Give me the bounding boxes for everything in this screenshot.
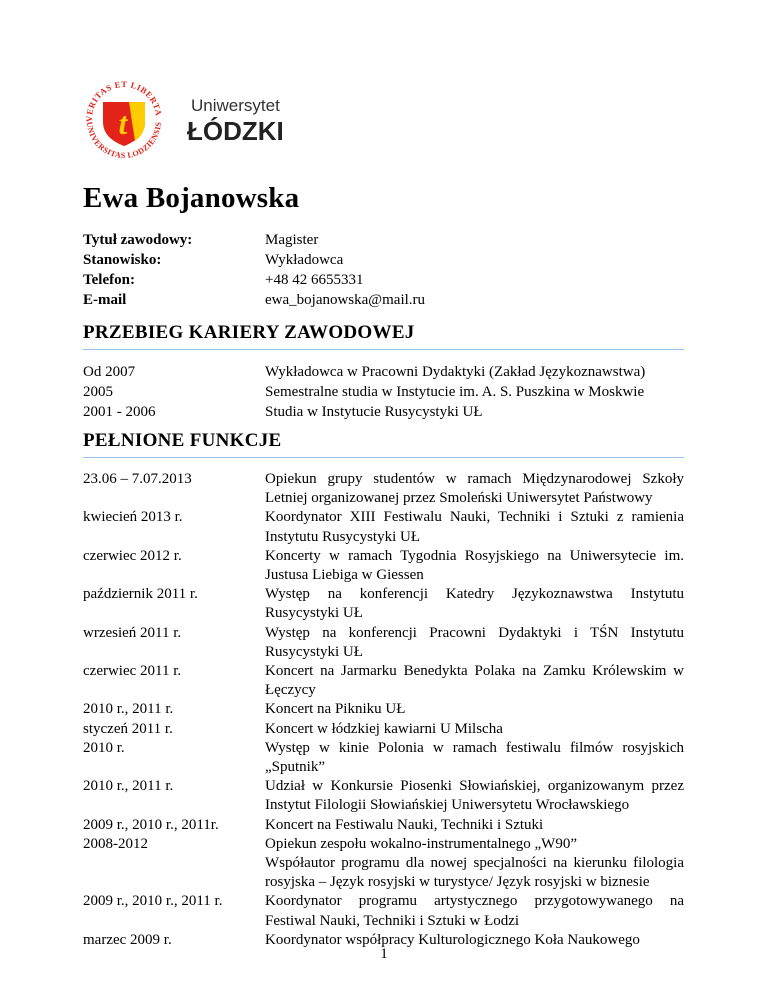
- info-value: +48 42 6655331: [265, 272, 364, 288]
- function-text: Koncert na Festiwalu Nauki, Techniki i Sztuki: [265, 816, 544, 833]
- function-text: Występ na konferencji Pracowni Dydaktyki i TŚN Instytutu Rusycystyki UŁ: [265, 624, 684, 660]
- function-row: [83, 470, 684, 508]
- function-text: Opiekun grupy studentów w ramach Międzynarodowej Szkoły Letniej organizowanej przez Smoleński Uniwersytet Państwowy: [265, 471, 684, 507]
- function-text: Koordynator XIII Festiwalu Nauki, Techniki i Sztuki z ramienia Instytutu Rusycystyki UŁ: [265, 509, 684, 545]
- function-date: 2009 r., 2010 r., 2011 r.: [83, 893, 223, 910]
- function-text: Koncert w łódzkiej kawiarni U Milscha: [265, 720, 503, 737]
- function-text: Koordynator współpracy Kulturologicznego Koła Naukowego: [265, 931, 640, 948]
- functions-heading: PEŁNIONE FUNKCJE: [83, 430, 282, 451]
- function-text: Koncert na Pikniku UŁ: [265, 701, 406, 718]
- function-date: wrzesień 2011 r.: [83, 624, 182, 641]
- career-text: Wykładowca w Pracowni Dydaktyki (Zakład Językoznawstwa): [265, 364, 646, 380]
- function-date: październik 2011 r.: [83, 586, 198, 603]
- function-date: 23.06 – 7.07.2013: [83, 471, 192, 487]
- logo-line-1: Uniwersytet: [191, 96, 280, 115]
- function-text: Występ w kinie Polonia w ramach festiwalu filmów rosyjskich „Sputnik”: [265, 739, 684, 776]
- section-divider: [83, 349, 684, 350]
- career-list: [83, 362, 645, 422]
- function-row: [83, 547, 684, 585]
- function-row: [83, 739, 684, 777]
- function-text: Współautor programu dla nowej specjalności na kierunku filologia rosyjska – Język rosyjski w turystyce/ Język rosyjski w biznesie: [265, 855, 684, 891]
- university-logo: [83, 78, 293, 160]
- info-label: Stanowisko:: [83, 252, 162, 268]
- function-row: [83, 700, 684, 719]
- person-name: Ewa Bojanowska: [83, 182, 300, 214]
- function-date: 2009 r., 2010 r., 2011r.: [83, 816, 219, 833]
- career-row: [83, 402, 645, 422]
- function-date: styczeń 2011 r.: [83, 720, 173, 737]
- function-text: Występ na konferencji Katedry Językoznawstwa Instytutu Rusycystyki UŁ: [265, 586, 684, 622]
- university-logo-graphic: [83, 78, 293, 160]
- logo-emblem-letter: t: [118, 105, 128, 141]
- info-label: Telefon:: [83, 272, 135, 288]
- logo-line-2: ŁÓDZKI: [187, 116, 284, 146]
- info-value: Magister: [265, 232, 319, 248]
- function-row: [83, 585, 684, 623]
- function-row: [83, 854, 684, 892]
- career-heading: PRZEBIEG KARIERY ZAWODOWEJ: [83, 322, 415, 343]
- career-row: [83, 362, 645, 382]
- info-label: E-mail: [83, 292, 127, 308]
- career-row: [83, 382, 645, 402]
- page-number: 1: [380, 946, 388, 962]
- function-date: czerwiec 2012 r.: [83, 547, 182, 564]
- function-text: Koordynator programu artystycznego przygotowywanego na Festiwal Nauki, Techniki i Sztuki w Łodzi: [265, 893, 684, 929]
- function-date: 2010 r., 2011 r.: [83, 778, 174, 795]
- function-date: marzec 2009 r.: [83, 931, 172, 948]
- function-row: [83, 892, 684, 930]
- function-text: Udział w Konkursie Piosenki Słowiańskiej, organizowanym przez Instytut Filologii Słowiańskiej Uniwersytetu Wrocławskiego: [265, 778, 684, 814]
- contact-info: [83, 230, 425, 310]
- email-value[interactable]: ewa_bojanowska@mail.ru: [265, 292, 426, 308]
- function-text: Koncert na Jarmarku Benedykta Polaka na Zamku Królewskim w Łęczycy: [265, 663, 684, 699]
- info-row-title: [83, 230, 425, 250]
- info-value: Wykładowca: [265, 252, 344, 268]
- function-row: [83, 816, 684, 835]
- career-date: 2001 - 2006: [83, 404, 156, 420]
- function-date: 2008-2012: [83, 835, 148, 852]
- function-row: [83, 720, 684, 739]
- function-row: [83, 508, 684, 546]
- functions-list: [83, 470, 684, 950]
- function-row: [83, 835, 684, 854]
- logo-ring-text-top: VERITAS ET LIBERTA: [83, 78, 164, 122]
- section-divider: [83, 457, 684, 458]
- info-row-phone: [83, 270, 425, 290]
- info-row-position: [83, 250, 425, 270]
- function-date: [83, 854, 265, 892]
- function-date: 2010 r.: [83, 739, 125, 756]
- logo-ring-text-bottom: UNIVERSITAS LODZIENSIS: [84, 121, 164, 160]
- function-text: Opiekun zespołu wokalno-instrumentalnego „W90”: [265, 835, 577, 852]
- function-row: [83, 777, 684, 815]
- info-label: Tytuł zawodowy:: [83, 232, 193, 248]
- function-row: [83, 624, 684, 662]
- career-text: Semestralne studia w Instytucie im. A. S. Puszkina w Moskwie: [265, 384, 645, 400]
- function-row: [83, 662, 684, 700]
- career-text: Studia w Instytucie Rusycystyki UŁ: [265, 404, 483, 420]
- function-date: 2010 r., 2011 r.: [83, 701, 174, 718]
- info-row-email: [83, 290, 425, 310]
- function-text: Koncerty w ramach Tygodnia Rosyjskiego na Uniwersytecie im. Justusa Liebiga w Giessen: [265, 547, 684, 584]
- function-date: czerwiec 2011 r.: [83, 663, 182, 680]
- career-date: Od 2007: [83, 364, 136, 380]
- career-date: 2005: [83, 384, 113, 400]
- function-date: kwiecień 2013 r.: [83, 509, 183, 526]
